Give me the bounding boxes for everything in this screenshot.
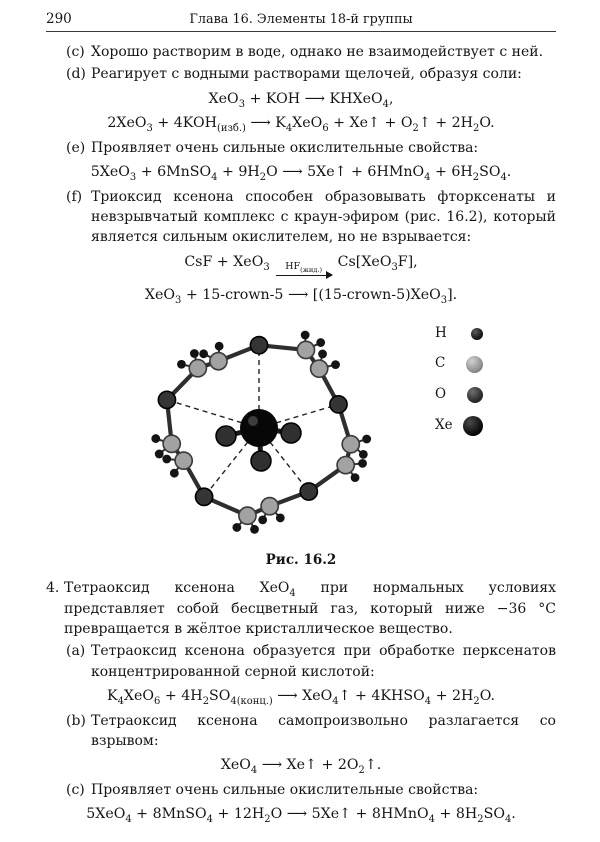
item-number: 4. (46, 580, 60, 597)
equation-d2: $2XeO_3 + 4KOH_{(изб.)}$ ⟶ $K_4XeO_6$ + Xe↑ + $O_2↑ + 2H_2O$. (107, 115, 495, 135)
item-text: Проявляет очень сильные окислительные свойства: (91, 781, 479, 798)
legend-item-o (435, 385, 483, 405)
equation-f1-left: CsF + XeO$_3$ (184, 253, 270, 273)
item-label: (d) (66, 66, 86, 83)
item-text: Хорошо растворим в воде, однако не взаимодействует с ней. (91, 44, 544, 60)
item-label: (e) (66, 139, 86, 156)
page-number: 290 (46, 11, 72, 27)
item-text: Проявляет очень сильные окислительные свойства: (91, 139, 479, 156)
item-label: (f) (66, 188, 83, 205)
figure-caption: Рис. 16.2 (265, 551, 337, 568)
item-text: Тетраоксид ксенона самопроизвольно разлагается со взрывом: (91, 712, 556, 749)
equation-f2: XeO$_3$ + 15-crown-5 ⟶ [(15-crown-5)XeO$_3$]. (144, 287, 458, 307)
legend-symbol-o: O (435, 386, 447, 403)
figure-legend (435, 324, 483, 447)
legend-symbol-h: H (435, 324, 447, 341)
item-label: (c) (66, 781, 85, 798)
item-text: Тетраоксид ксенона XeO$_4$ при нормальных условиях представляет собой бесцветный газ, который ниже −36 °C превращается в жёлтое кристаллическое вещество. (64, 580, 556, 638)
molecule-svg (119, 312, 409, 547)
list-item-e (46, 138, 556, 158)
list-item-c (46, 42, 556, 62)
equation-e1: 5XeO$_3$ + 6MnSO$_4$ + $9H_2O$ ⟶ 5Xe↑ + 6HMnO$_4$ + $6H_2SO_4$. (90, 164, 512, 183)
item-label: (a) (66, 643, 86, 660)
legend-symbol-c: C (435, 355, 446, 372)
chapter-title: Глава 16. Элементы 18-й группы (189, 12, 413, 27)
equation-4c1: 5XeO$_4$ + 8MnSO$_4$ + $12H_2O$ ⟶ 5Xe↑ + 8HMnO$_4$ + $8H_2SO_4$. (86, 806, 516, 825)
numbered-item-4 (46, 578, 556, 639)
equation-f1 (46, 252, 556, 282)
list-item-d (46, 64, 556, 84)
list-item-4c (46, 780, 556, 800)
arrow-condition-label: $HF_{(жид.)}$ (285, 260, 323, 274)
oxygen-atom-icon (467, 387, 483, 403)
xenon-atom-icon (463, 416, 483, 436)
equation-4a1: $K_4XeO_6 + 4H_2SO_{4(конц.)}$ ⟶ XeO$_4$↑ + $4KHSO_4 + 2H_2O$. (106, 687, 496, 707)
item-label: (b) (66, 712, 86, 729)
labeled-reaction-arrow (276, 262, 332, 282)
equation-d1: XeO$_3$ + KOH ⟶ KHXeO$_4$, (208, 90, 394, 110)
hydrogen-atom-icon (471, 328, 483, 340)
equation-4b1: XeO$_4$ ⟶ Xe↑ + $2O_2↑$. (220, 757, 382, 776)
right-arrow-icon (276, 275, 332, 276)
item-text: Тетраоксид ксенона образуется при обработке перксенатов концентрированной серной кислотой: (91, 643, 556, 680)
equation-f1-right: Cs[XeO$_3$F], (337, 253, 418, 273)
figure-16-2 (46, 312, 556, 571)
legend-symbol-xe: Xe (435, 416, 453, 433)
legend-item-xe (435, 416, 483, 436)
item-text: Триоксид ксенона способен образовывать фторксенаты и невзрывчатый комплекс с краун-эфиром (рис. 16.2), который является сильным окислителем, но не взрывается: (91, 188, 556, 246)
list-item-f (46, 187, 556, 248)
figure-row (46, 312, 556, 547)
list-item-4a (46, 641, 556, 682)
legend-item-h (435, 324, 483, 344)
list-item-4b (46, 711, 556, 752)
page-header (46, 8, 556, 32)
item-text: Реагирует с водными растворами щелочей, образуя соли: (91, 66, 522, 83)
item-label: (c) (66, 44, 85, 60)
legend-item-c (435, 354, 483, 374)
carbon-atom-icon (466, 356, 483, 373)
